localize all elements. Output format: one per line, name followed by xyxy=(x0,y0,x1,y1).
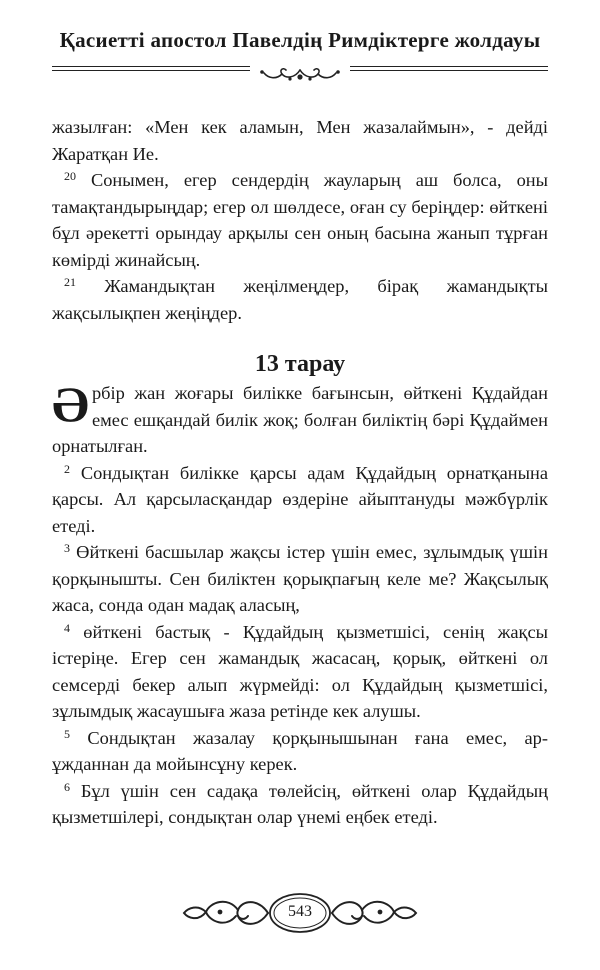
verse-number: 5 xyxy=(64,726,70,741)
verse-text: өйткені бастық - Құдайдың қызметшісі, сенің жақсы істеріңе. Егер сен жамандық жасасаң, қорық, өйткені ол семсерді бекер алып жүрмейді: ол Құдайдың қызметшісі, зұлымдық жасаушыға жаза ретінде кек алушы. xyxy=(52,621,548,721)
verse-text: Жамандықтан жеңілмеңдер, бірақ жамандықты жақсылықпен жеңіңдер. xyxy=(52,276,548,323)
verse-5 xyxy=(52,725,548,778)
verse-number: 6 xyxy=(64,779,70,794)
header-ornament-icon xyxy=(250,64,350,86)
verse-number: 3 xyxy=(64,541,70,555)
verse-3 xyxy=(52,539,548,619)
verse-21 xyxy=(52,273,548,326)
verse-text: Бұл үшін сен садақа төлейсің, өйткені олар Құдайдың қызметшілері, сондықтан олар үнемі еңбек етеді. xyxy=(52,780,548,827)
verse-text: Сондықтан билікке қарсы адам Құдайдың орнатқанына қарсы. Ал қарсыласқандар өздеріне айыптануды мәжбүрлік етеді. xyxy=(52,462,548,536)
verse-number: 2 xyxy=(64,461,70,476)
header-title: Қасиетті апостол Павелдің Римдіктерге жолдауы xyxy=(59,28,541,52)
verse-text: Сонымен, егер сендердің жауларың аш болса, оны тамақтандырыңдар; егер ол шөлдесе, оған су беріңдер: өйткені бұл әрекетті орындау арқылы сен оның басына жанып тұрған көмірді жинайсың. xyxy=(52,170,548,270)
verse-text: Сондықтан жазалау қорқынышынан ғана емес, ар-ұжданнан да мойынсұну керек. xyxy=(52,727,548,774)
verse-6 xyxy=(52,778,548,831)
drop-cap: Ә xyxy=(52,376,89,432)
verse-20 xyxy=(52,167,548,273)
verse-1 xyxy=(52,376,548,460)
page-body xyxy=(52,114,548,831)
verse-number: 21 xyxy=(64,275,76,289)
verse-number: 4 xyxy=(64,620,70,635)
chapter-heading: 13 тарау xyxy=(254,351,346,377)
page-number: 543 xyxy=(288,903,312,920)
verse-number: 20 xyxy=(64,169,76,183)
verse-text: Өйткені басшылар жақсы істер үшін емес, зұлымдық үшін қорқынышты. Сен биліктен қорықпағың келе ме? Жақсылық жаса, сонда одан мадақ аласың, xyxy=(52,542,548,615)
verse-text: рбір жан жоғары билікке бағынсын, өйткені Құдайдан емес ешқандай билік жоқ; болған биліктің бәрі Құдаймен орнатылған. xyxy=(52,383,548,456)
verse-4 xyxy=(52,619,548,725)
paragraph-continuation: жазылған: «Мен кек аламын, Мен жазалаймын», - дейді Жаратқан Ие. xyxy=(52,117,548,164)
section-gap xyxy=(52,326,548,348)
verse-2 xyxy=(52,460,548,540)
